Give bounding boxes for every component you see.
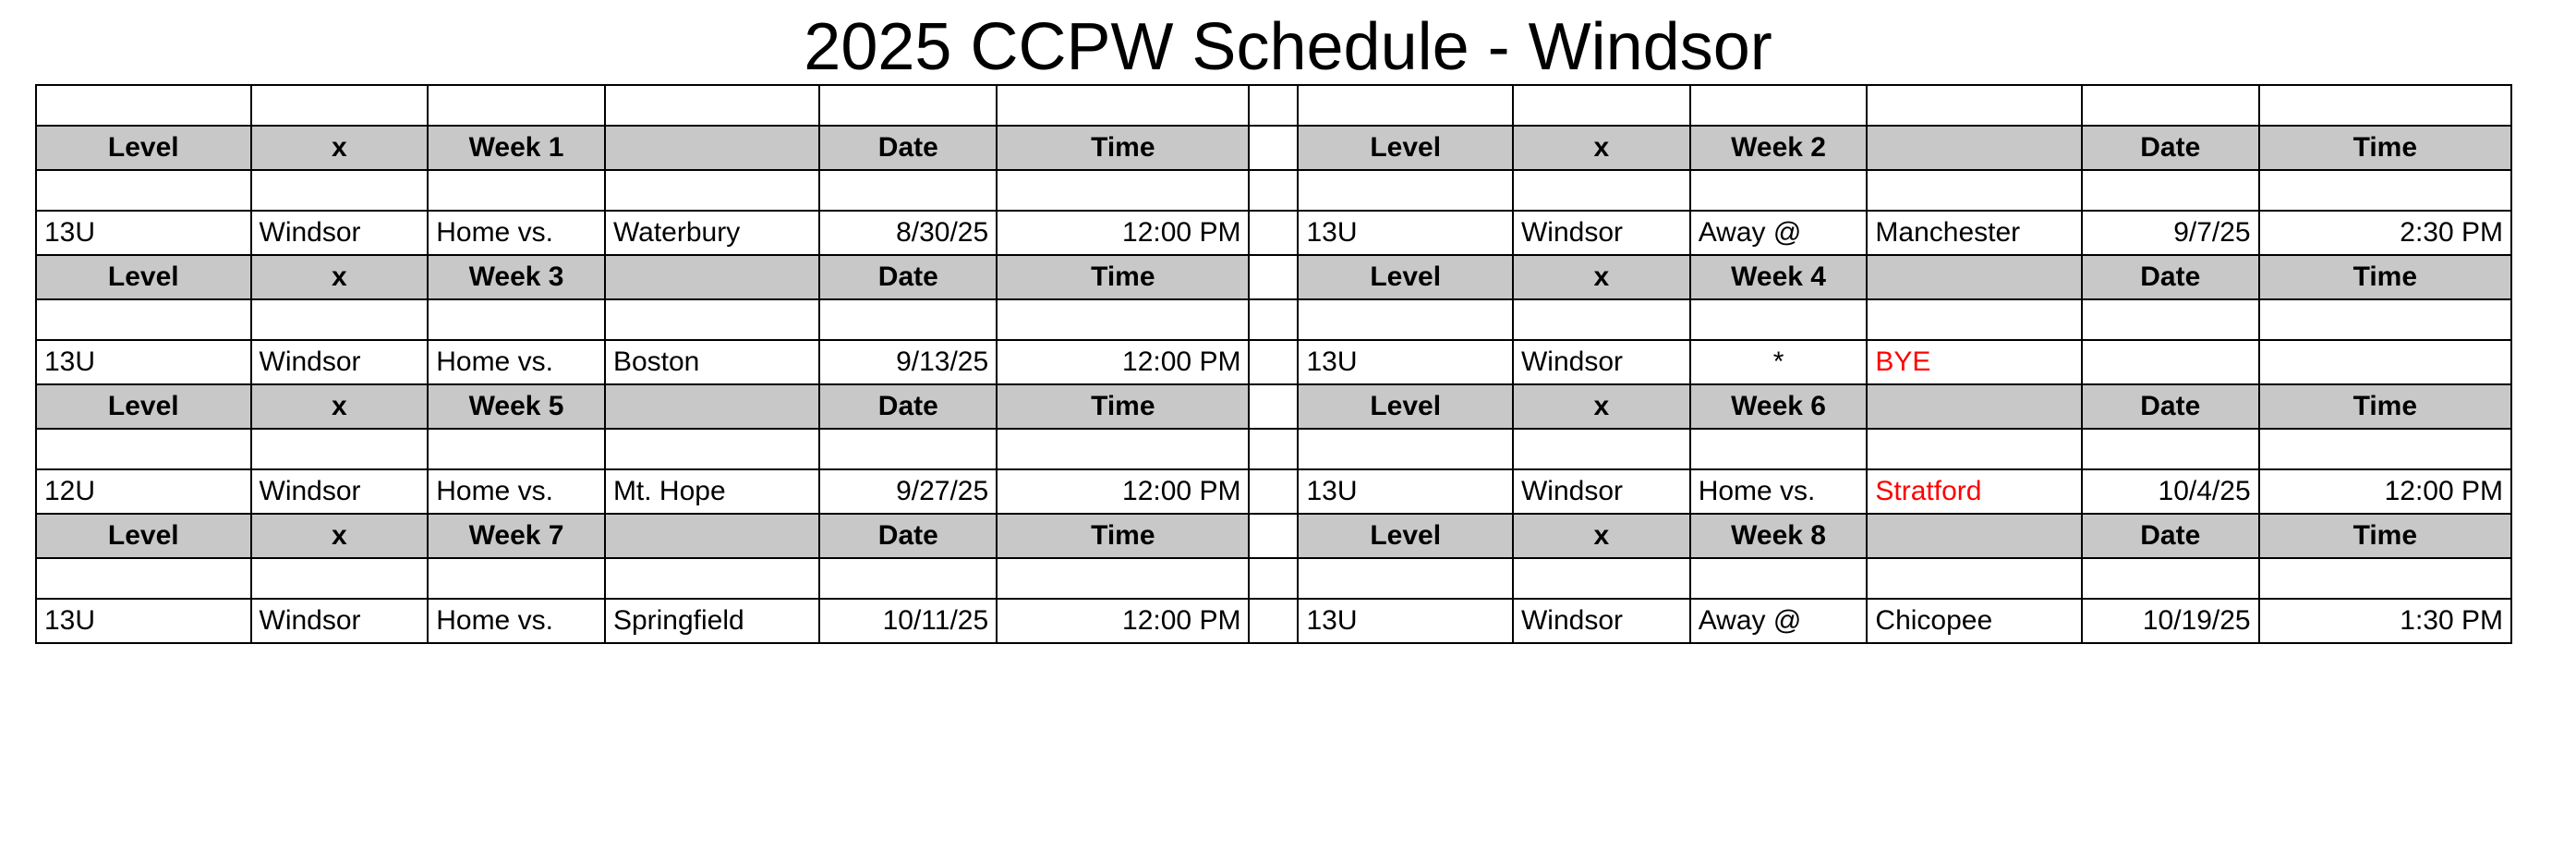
table-row-spacer	[36, 558, 2511, 599]
cell-date: 10/4/25	[2082, 469, 2259, 514]
header-opponent	[605, 126, 820, 170]
header-level: Level	[1298, 255, 1513, 299]
cell-empty	[819, 429, 997, 469]
cell-date: 9/7/25	[2082, 211, 2259, 255]
table-row-game	[36, 469, 2511, 514]
header-x: x	[1513, 384, 1690, 429]
cell-gap	[1249, 429, 1298, 469]
cell-level: 12U	[36, 469, 251, 514]
table-row-spacer	[36, 170, 2511, 211]
cell-level: 13U	[1298, 469, 1513, 514]
cell-matchup: Home vs.	[1690, 469, 1868, 514]
header-time: Time	[997, 255, 1249, 299]
cell-gap	[1249, 170, 1298, 211]
table-header-week5-week6	[36, 384, 2511, 429]
cell-date: 9/13/25	[819, 340, 997, 384]
cell-opponent: Boston	[605, 340, 820, 384]
cell-empty	[605, 299, 820, 340]
cell-matchup: Home vs.	[428, 599, 605, 643]
cell-time: 12:00 PM	[2259, 469, 2511, 514]
header-date: Date	[819, 255, 997, 299]
cell-date: 10/11/25	[819, 599, 997, 643]
cell-date	[2082, 340, 2259, 384]
header-opponent	[605, 255, 820, 299]
cell-gap	[1249, 340, 1298, 384]
cell-empty	[2082, 170, 2259, 211]
cell-gap	[1249, 514, 1298, 558]
cell-team: Windsor	[251, 469, 429, 514]
header-date: Date	[819, 384, 997, 429]
header-x: x	[251, 384, 429, 429]
cell-matchup: Away @	[1690, 211, 1868, 255]
table-header-week1-week2	[36, 126, 2511, 170]
header-level: Level	[1298, 126, 1513, 170]
cell-empty	[2082, 85, 2259, 126]
cell-empty	[1513, 429, 1690, 469]
cell-matchup: Away @	[1690, 599, 1868, 643]
header-date: Date	[819, 514, 997, 558]
header-date: Date	[2082, 514, 2259, 558]
cell-opponent: Waterbury	[605, 211, 820, 255]
cell-level: 13U	[1298, 599, 1513, 643]
header-week5: Week 5	[428, 384, 605, 429]
cell-time	[2259, 340, 2511, 384]
schedule-sheet	[35, 84, 2512, 644]
header-date: Date	[2082, 384, 2259, 429]
header-x: x	[1513, 514, 1690, 558]
header-x: x	[1513, 126, 1690, 170]
cell-empty	[1298, 299, 1513, 340]
cell-empty	[997, 429, 1249, 469]
cell-empty	[2082, 429, 2259, 469]
cell-matchup: *	[1690, 340, 1868, 384]
cell-empty	[2259, 85, 2511, 126]
cell-empty	[819, 85, 997, 126]
cell-gap	[1249, 126, 1298, 170]
table-row-game	[36, 211, 2511, 255]
cell-opponent: Stratford	[1867, 469, 2082, 514]
table-header-week3-week4	[36, 255, 2511, 299]
cell-opponent: Chicopee	[1867, 599, 2082, 643]
cell-empty	[428, 85, 605, 126]
header-level: Level	[36, 514, 251, 558]
header-opponent	[1867, 384, 2082, 429]
cell-empty	[1513, 85, 1690, 126]
cell-empty	[36, 429, 251, 469]
cell-gap	[1249, 558, 1298, 599]
cell-empty	[2082, 299, 2259, 340]
cell-empty	[428, 558, 605, 599]
header-level: Level	[36, 126, 251, 170]
cell-empty	[1298, 429, 1513, 469]
cell-empty	[1513, 558, 1690, 599]
header-x: x	[251, 126, 429, 170]
cell-empty	[2259, 558, 2511, 599]
cell-empty	[1298, 558, 1513, 599]
cell-team: Windsor	[1513, 211, 1690, 255]
header-week6: Week 6	[1690, 384, 1868, 429]
table-row-spacer	[36, 299, 2511, 340]
header-time: Time	[2259, 255, 2511, 299]
cell-level: 13U	[36, 211, 251, 255]
cell-empty	[2259, 429, 2511, 469]
table-row-game	[36, 340, 2511, 384]
cell-empty	[1867, 170, 2082, 211]
cell-empty	[1690, 558, 1868, 599]
cell-opponent: Mt. Hope	[605, 469, 820, 514]
cell-matchup: Home vs.	[428, 211, 605, 255]
cell-empty	[1690, 429, 1868, 469]
header-week4: Week 4	[1690, 255, 1868, 299]
cell-empty	[605, 558, 820, 599]
cell-team: Windsor	[251, 340, 429, 384]
cell-empty	[36, 170, 251, 211]
schedule-table	[35, 84, 2512, 644]
cell-time: 12:00 PM	[997, 599, 1249, 643]
table-row-game	[36, 599, 2511, 643]
cell-empty	[1690, 299, 1868, 340]
header-level: Level	[36, 384, 251, 429]
header-time: Time	[997, 384, 1249, 429]
cell-gap	[1249, 85, 1298, 126]
header-date: Date	[2082, 255, 2259, 299]
cell-gap	[1249, 299, 1298, 340]
cell-empty	[997, 170, 1249, 211]
cell-time: 12:00 PM	[997, 340, 1249, 384]
header-week1: Week 1	[428, 126, 605, 170]
header-opponent	[1867, 255, 2082, 299]
cell-team: Windsor	[1513, 469, 1690, 514]
cell-time: 12:00 PM	[997, 469, 1249, 514]
cell-empty	[997, 558, 1249, 599]
cell-empty	[2259, 170, 2511, 211]
header-x: x	[251, 514, 429, 558]
cell-empty	[36, 85, 251, 126]
header-week2: Week 2	[1690, 126, 1868, 170]
cell-empty	[819, 558, 997, 599]
cell-empty	[2259, 299, 2511, 340]
header-time: Time	[997, 514, 1249, 558]
cell-opponent: Springfield	[605, 599, 820, 643]
cell-empty	[1690, 85, 1868, 126]
cell-time: 1:30 PM	[2259, 599, 2511, 643]
header-date: Date	[819, 126, 997, 170]
cell-opponent: Manchester	[1867, 211, 2082, 255]
cell-empty	[36, 558, 251, 599]
header-x: x	[1513, 255, 1690, 299]
cell-team: Windsor	[1513, 340, 1690, 384]
cell-team: Windsor	[1513, 599, 1690, 643]
cell-empty	[819, 299, 997, 340]
cell-empty	[428, 429, 605, 469]
header-week8: Week 8	[1690, 514, 1868, 558]
table-row-spacer	[36, 429, 2511, 469]
cell-empty	[819, 170, 997, 211]
cell-empty	[251, 558, 429, 599]
cell-empty	[1298, 85, 1513, 126]
cell-empty	[2082, 558, 2259, 599]
cell-level: 13U	[36, 599, 251, 643]
page-title: 2025 CCPW Schedule - Windsor	[804, 10, 1772, 84]
cell-empty	[605, 429, 820, 469]
header-opponent	[1867, 126, 2082, 170]
cell-empty	[1513, 299, 1690, 340]
header-level: Level	[1298, 514, 1513, 558]
header-opponent	[605, 514, 820, 558]
cell-empty	[428, 299, 605, 340]
header-opponent	[1867, 514, 2082, 558]
header-x: x	[251, 255, 429, 299]
cell-team: Windsor	[251, 599, 429, 643]
cell-empty	[1513, 170, 1690, 211]
cell-gap	[1249, 255, 1298, 299]
cell-empty	[1867, 299, 2082, 340]
header-level: Level	[36, 255, 251, 299]
cell-empty	[251, 299, 429, 340]
header-date: Date	[2082, 126, 2259, 170]
cell-opponent-bye: BYE	[1867, 340, 2082, 384]
cell-gap	[1249, 599, 1298, 643]
cell-time: 12:00 PM	[997, 211, 1249, 255]
header-week3: Week 3	[428, 255, 605, 299]
header-time: Time	[2259, 384, 2511, 429]
header-opponent	[605, 384, 820, 429]
header-time: Time	[2259, 514, 2511, 558]
cell-level: 13U	[1298, 340, 1513, 384]
cell-empty	[36, 299, 251, 340]
cell-empty	[1867, 429, 2082, 469]
cell-empty	[997, 85, 1249, 126]
cell-time: 2:30 PM	[2259, 211, 2511, 255]
cell-gap	[1249, 469, 1298, 514]
cell-empty	[251, 170, 429, 211]
cell-matchup: Home vs.	[428, 340, 605, 384]
cell-team: Windsor	[251, 211, 429, 255]
cell-empty	[251, 429, 429, 469]
cell-empty	[1298, 170, 1513, 211]
cell-date: 10/19/25	[2082, 599, 2259, 643]
cell-date: 9/27/25	[819, 469, 997, 514]
cell-level: 13U	[1298, 211, 1513, 255]
cell-date: 8/30/25	[819, 211, 997, 255]
cell-gap	[1249, 384, 1298, 429]
header-time: Time	[2259, 126, 2511, 170]
table-header-week7-week8	[36, 514, 2511, 558]
cell-matchup: Home vs.	[428, 469, 605, 514]
cell-empty	[1867, 558, 2082, 599]
cell-gap	[1249, 211, 1298, 255]
cell-empty	[251, 85, 429, 126]
cell-empty	[428, 170, 605, 211]
cell-empty	[1690, 170, 1868, 211]
cell-empty	[997, 299, 1249, 340]
header-level: Level	[1298, 384, 1513, 429]
cell-level: 13U	[36, 340, 251, 384]
cell-empty	[605, 170, 820, 211]
table-row-spacer-top	[36, 85, 2511, 126]
cell-empty	[1867, 85, 2082, 126]
header-time: Time	[997, 126, 1249, 170]
header-week7: Week 7	[428, 514, 605, 558]
cell-empty	[605, 85, 820, 126]
